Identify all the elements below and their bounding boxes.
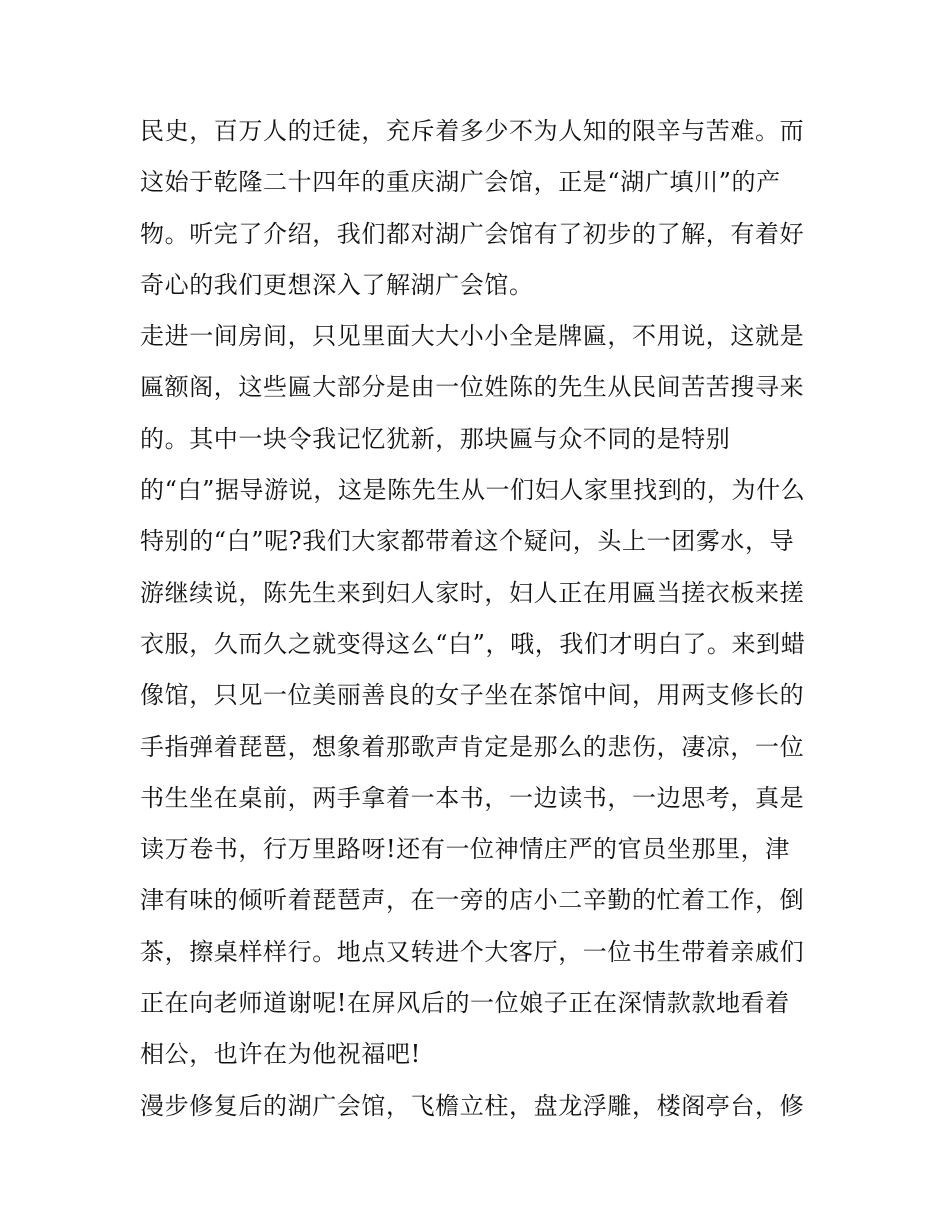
text-line: 奇心的我们更想深入了解湖广会馆。	[140, 270, 534, 299]
text-line: 衣服，久而久之就变得这么“白”，哦，我们才明白了。来到蜡	[140, 629, 806, 658]
text-line: 津有味的倾听着琵琶声，在一旁的店小二辛勤的忙着工作，倒	[140, 886, 805, 915]
text-line: 相公，也许在为他祝福吧!	[140, 1040, 421, 1069]
text-line: 正在向老师道谢呢!在屏风后的一位娘子正在深情款款地看着	[140, 989, 790, 1018]
text-line: 茶，擦桌样样行。地点又转进个大客厅，一位书生带着亲戚们	[140, 937, 805, 966]
text-line: 走进一间房间，只见里面大大小小全是牌匾，不用说，这就是	[140, 322, 805, 351]
text-line: 匾额阁，这些匾大部分是由一位姓陈的先生从民间苦苦搜寻来	[140, 373, 805, 402]
text-line: 的。其中一块令我记忆犹新，那块匾与众不同的是特别	[140, 424, 731, 453]
body-text	[140, 106, 840, 1132]
text-line: 特别的“白”呢?我们大家都带着这个疑问，头上一团雾水，导	[140, 527, 795, 556]
text-line: 漫步修复后的湖广会馆，飞檐立柱，盘龙浮雕，楼阁亭台，修	[140, 1091, 805, 1120]
text-line: 书生坐在桌前，两手拿着一本书，一边读书，一边思考，真是	[140, 783, 805, 812]
text-line: 像馆，只见一位美丽善良的女子坐在茶馆中间，用两支修长的	[140, 681, 805, 710]
text-line: 游继续说，陈先生来到妇人家时，妇人正在用匾当搓衣板来搓	[140, 578, 805, 607]
text-line: 这始于乾隆二十四年的重庆湖广会馆，正是“湖广填川”的产	[140, 168, 781, 197]
text-line: 读万卷书，行万里路呀!还有一位神情庄严的官员坐那里，津	[140, 835, 790, 864]
text-line: 民史，百万人的迁徒，充斥着多少不为人知的限辛与苦难。而	[140, 117, 805, 145]
text-line: 的“白”据导游说，这是陈先生从一们妇人家里找到的，为什么	[140, 476, 806, 505]
text-line: 物。听完了介绍，我们都对湖广会馆有了初步的了解，有着好	[140, 219, 805, 248]
text-line: 手指弹着琵琶，想象着那歌声肯定是那么的悲伤，凄凉，一位	[140, 732, 805, 761]
